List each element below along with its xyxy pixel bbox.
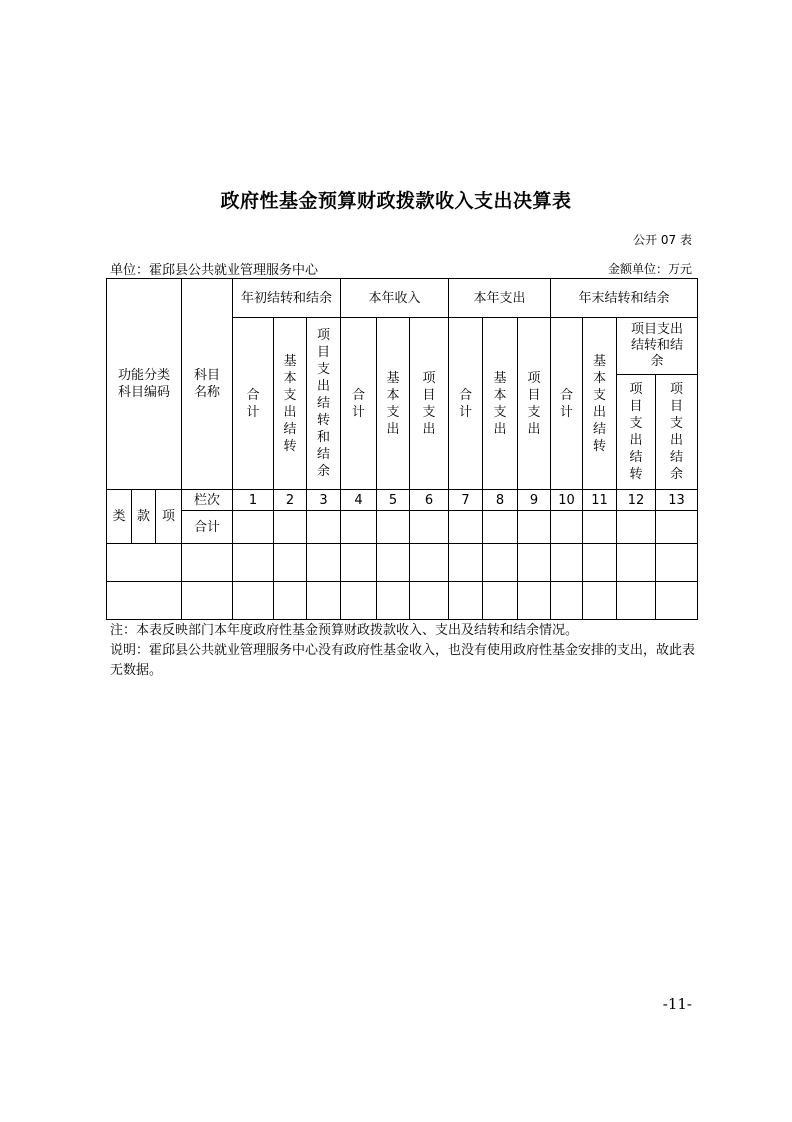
code-col-section: 款: [132, 490, 156, 544]
table-cell: [233, 544, 274, 582]
table-cell: [274, 511, 307, 544]
table-cell: [583, 582, 617, 620]
table-cell: [377, 511, 410, 544]
income-basic-header: 基本支出: [377, 318, 410, 490]
table-cell: [307, 544, 341, 582]
table-cell: [274, 582, 307, 620]
table-cell: [551, 511, 583, 544]
table-cell: [449, 511, 483, 544]
table-cell: [233, 511, 274, 544]
income-header: 本年收入: [341, 279, 449, 318]
table-cell: [107, 544, 182, 582]
table-cell: [518, 544, 551, 582]
explanation-line: 说明：霍邱县公共就业管理服务中心没有政府性基金收入，也没有使用政府性基金安排的支出，故此表无数据。: [110, 643, 696, 678]
table-cell: [583, 511, 617, 544]
closing-header: 年末结转和结余: [551, 279, 698, 318]
income-total-header: 合计: [341, 318, 377, 490]
money-unit-label: 金额单位：万元: [607, 262, 692, 276]
table-cell: [617, 511, 656, 544]
notes: [110, 621, 695, 681]
code-header: 功能分类科目编码: [107, 279, 182, 490]
table-row-total: [107, 511, 698, 544]
budget-table: [106, 278, 698, 620]
table-cell: [518, 511, 551, 544]
table-cell: [449, 582, 483, 620]
page-number: -11-: [662, 995, 692, 1013]
column-number: 12: [617, 490, 656, 511]
table-cell: [107, 582, 182, 620]
expenditure-project-header: 项目支出: [518, 318, 551, 490]
table-row: [107, 582, 698, 620]
table-cell: [656, 511, 698, 544]
table-cell: [307, 511, 341, 544]
table-cell: [410, 582, 449, 620]
expenditure-total-header: 合计: [449, 318, 483, 490]
column-number: 3: [307, 490, 341, 511]
table-cell: [182, 544, 233, 582]
column-number: 8: [483, 490, 518, 511]
table-cell: [307, 582, 341, 620]
column-number: 1: [233, 490, 274, 511]
column-number: 10: [551, 490, 583, 511]
table-row: [107, 544, 698, 582]
column-number: 6: [410, 490, 449, 511]
column-number: 11: [583, 490, 617, 511]
table-cell: [233, 582, 274, 620]
name-header: 科目名称: [182, 279, 233, 490]
total-row-label: 合计: [182, 511, 233, 544]
column-number: 5: [377, 490, 410, 511]
table-cell: [483, 511, 518, 544]
opening-basic-carry-header: 基本支出结转: [274, 318, 307, 490]
income-project-header: 项目支出: [410, 318, 449, 490]
table-cell: [583, 544, 617, 582]
row-label-column-numbers: 栏次: [182, 490, 233, 511]
table-cell: [341, 544, 377, 582]
opening-header: 年初结转和结余: [233, 279, 341, 318]
table-cell: [483, 544, 518, 582]
table-cell: [341, 582, 377, 620]
note-line: 注：本表反映部门本年度政府性基金预算财政拨款收入、支出及结转和结余情况。: [110, 623, 579, 638]
page-title: 政府性基金预算财政拨款收入支出决算表: [220, 190, 572, 212]
unit-label: 单位：霍邱县公共就业管理服务中心: [110, 263, 319, 278]
column-number: 7: [449, 490, 483, 511]
closing-total-header: 合计: [551, 318, 583, 490]
opening-project-carry-balance-header: 项目支出结转和结余: [307, 318, 341, 490]
code-col-category: 类: [107, 490, 132, 544]
opening-total-header: 合计: [233, 318, 274, 490]
closing-project-subgroup-header: 项目支出结转和结余: [617, 318, 698, 375]
table-cell: [274, 544, 307, 582]
table-cell: [617, 582, 656, 620]
table-cell: [617, 544, 656, 582]
closing-basic-carry-header: 基本支出结转: [583, 318, 617, 490]
table-cell: [449, 544, 483, 582]
table-cell: [377, 544, 410, 582]
table-cell: [656, 544, 698, 582]
table-cell: [518, 582, 551, 620]
table-cell: [656, 582, 698, 620]
table-cell: [341, 511, 377, 544]
code-col-item: 项: [156, 490, 182, 544]
closing-project-balance-header: 项目支出结余: [656, 375, 698, 490]
table-cell: [377, 582, 410, 620]
table-cell: [551, 544, 583, 582]
closing-project-carry-header: 项目支出结转: [617, 375, 656, 490]
table-cell: [410, 544, 449, 582]
column-number: 13: [656, 490, 698, 511]
expenditure-header: 本年支出: [449, 279, 551, 318]
form-number: 公开 07 表: [633, 233, 692, 247]
table-cell: [182, 582, 233, 620]
column-number: 2: [274, 490, 307, 511]
expenditure-basic-header: 基本支出: [483, 318, 518, 490]
table-cell: [410, 511, 449, 544]
column-number: 4: [341, 490, 377, 511]
table-cell: [483, 582, 518, 620]
table-cell: [551, 582, 583, 620]
column-number: 9: [518, 490, 551, 511]
